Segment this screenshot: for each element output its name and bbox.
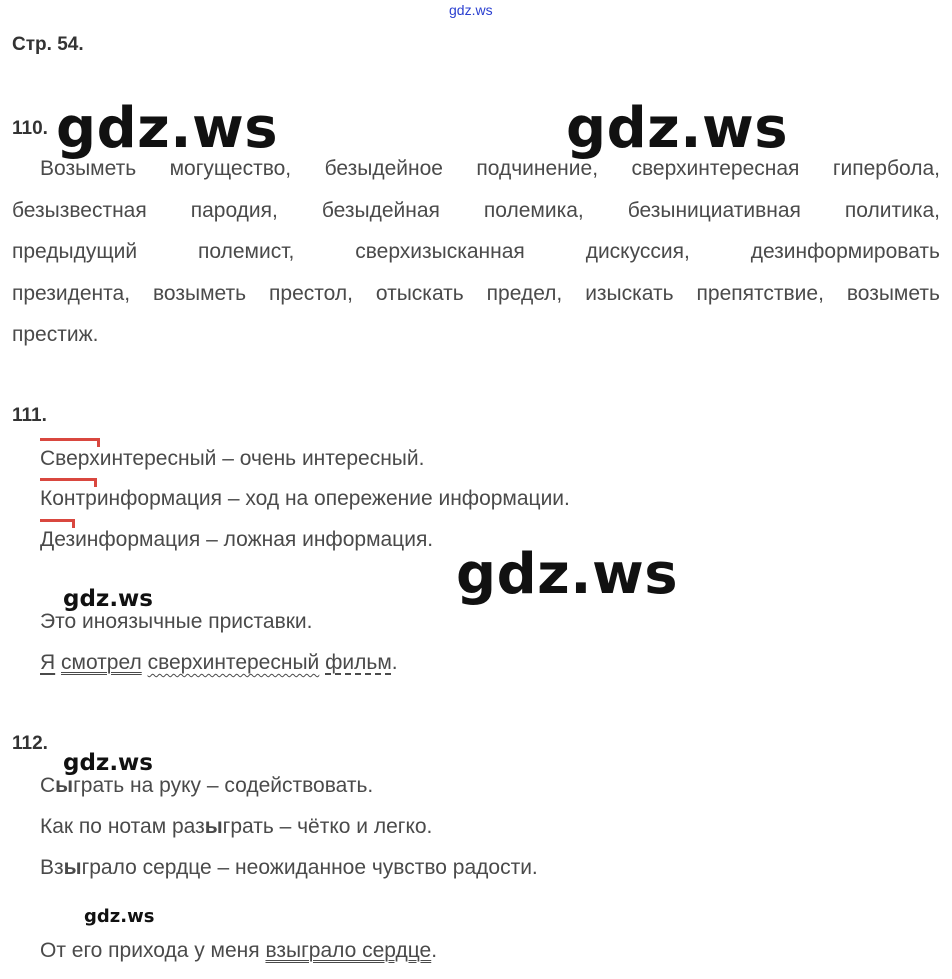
word: полемика,: [483, 199, 584, 222]
stressed-letter: ы: [55, 774, 74, 797]
exercise-112-line-1: [40, 774, 373, 798]
text: Как по нотам раз: [40, 815, 205, 838]
stressed-letter: ы: [204, 815, 223, 838]
word: предел,: [486, 282, 563, 305]
word: возыметь: [153, 282, 247, 305]
exercise-111-note: Это иноязычные приставки.: [40, 610, 313, 633]
text: грать на руку – содействовать.: [73, 774, 374, 797]
word: Возыметь: [40, 157, 137, 180]
exercise-112-sentence: [40, 939, 437, 963]
prefix-mark: Сверх: [40, 447, 100, 470]
sentence-attribute: сверхинтересный: [147, 651, 320, 674]
exercise-111-item-1: [40, 447, 424, 471]
watermark-top: gdz.ws: [449, 2, 493, 18]
word: препятствие,: [696, 282, 824, 305]
sentence-subject: Я: [40, 651, 56, 674]
sentence-end: .: [391, 651, 398, 674]
item-text: интересный – очень интересный.: [99, 447, 425, 470]
text: Вз: [40, 856, 64, 879]
watermark-big-2: gdz.ws: [566, 96, 789, 161]
word: сверхинтересная: [631, 157, 800, 180]
word: гипербола,: [832, 157, 940, 180]
stressed-letter: ы: [63, 856, 82, 879]
word: отыскать: [375, 282, 464, 305]
word: политика,: [844, 199, 940, 222]
sentence-predicate: смотрел: [61, 651, 142, 674]
exercise-112-line-3: [40, 856, 538, 880]
text: грать – чётко и легко.: [222, 815, 433, 838]
word: престол,: [269, 282, 353, 305]
word: безыдейное: [324, 157, 443, 180]
exercise-110-line-4: [12, 282, 940, 306]
word: изыскать: [585, 282, 674, 305]
underlined-phrase: взыграло сердце: [265, 939, 432, 962]
exercise-112-number: 112.: [12, 733, 48, 754]
word: президента,: [12, 282, 131, 305]
exercise-111-item-3: [40, 528, 433, 552]
word: подчинение,: [476, 157, 599, 180]
exercise-111-sentence: [40, 651, 398, 675]
exercise-110-line-3: [12, 240, 940, 264]
exercise-110-line-2: [12, 199, 940, 223]
item-text: информация – ход на опережение информации.: [96, 487, 570, 510]
prefix-mark: Дез: [40, 528, 76, 551]
word: дискуссия,: [585, 240, 690, 263]
word: безынициативная: [627, 199, 801, 222]
word: могущество,: [169, 157, 292, 180]
page-label: Стр. 54.: [12, 34, 84, 55]
word: сверхизысканная: [355, 240, 525, 263]
word: пародия,: [190, 199, 278, 222]
prefix-mark: Контр: [40, 487, 97, 510]
exercise-111-item-2: [40, 487, 570, 511]
watermark-big-3: gdz.ws: [456, 542, 679, 607]
watermark-big-1: gdz.ws: [56, 96, 279, 161]
exercise-112-line-2: [40, 815, 432, 839]
text: От его прихода у меня: [40, 939, 266, 962]
word: дезинформировать: [750, 240, 940, 263]
word: возыметь: [846, 282, 940, 305]
exercise-110-line-1: [40, 157, 940, 181]
watermark-small-2: gdz.ws: [63, 750, 153, 776]
word: полемист,: [198, 240, 295, 263]
word: безыдейная: [321, 199, 440, 222]
watermark-small-1: gdz.ws: [63, 586, 153, 612]
exercise-110-line-5: престиж.: [12, 323, 99, 346]
item-text: информация – ложная информация.: [75, 528, 434, 551]
word: безызвестная: [12, 199, 147, 222]
word: предыдущий: [12, 240, 138, 263]
text: .: [431, 939, 438, 962]
watermark-small-3: gdz.ws: [84, 906, 155, 927]
sentence-object: фильм: [325, 651, 392, 674]
text: грало сердце – неожиданное чувство радости.: [81, 856, 538, 879]
text: С: [40, 774, 56, 797]
exercise-111-number: 111.: [12, 405, 47, 426]
exercise-110-number: 110.: [12, 118, 48, 139]
